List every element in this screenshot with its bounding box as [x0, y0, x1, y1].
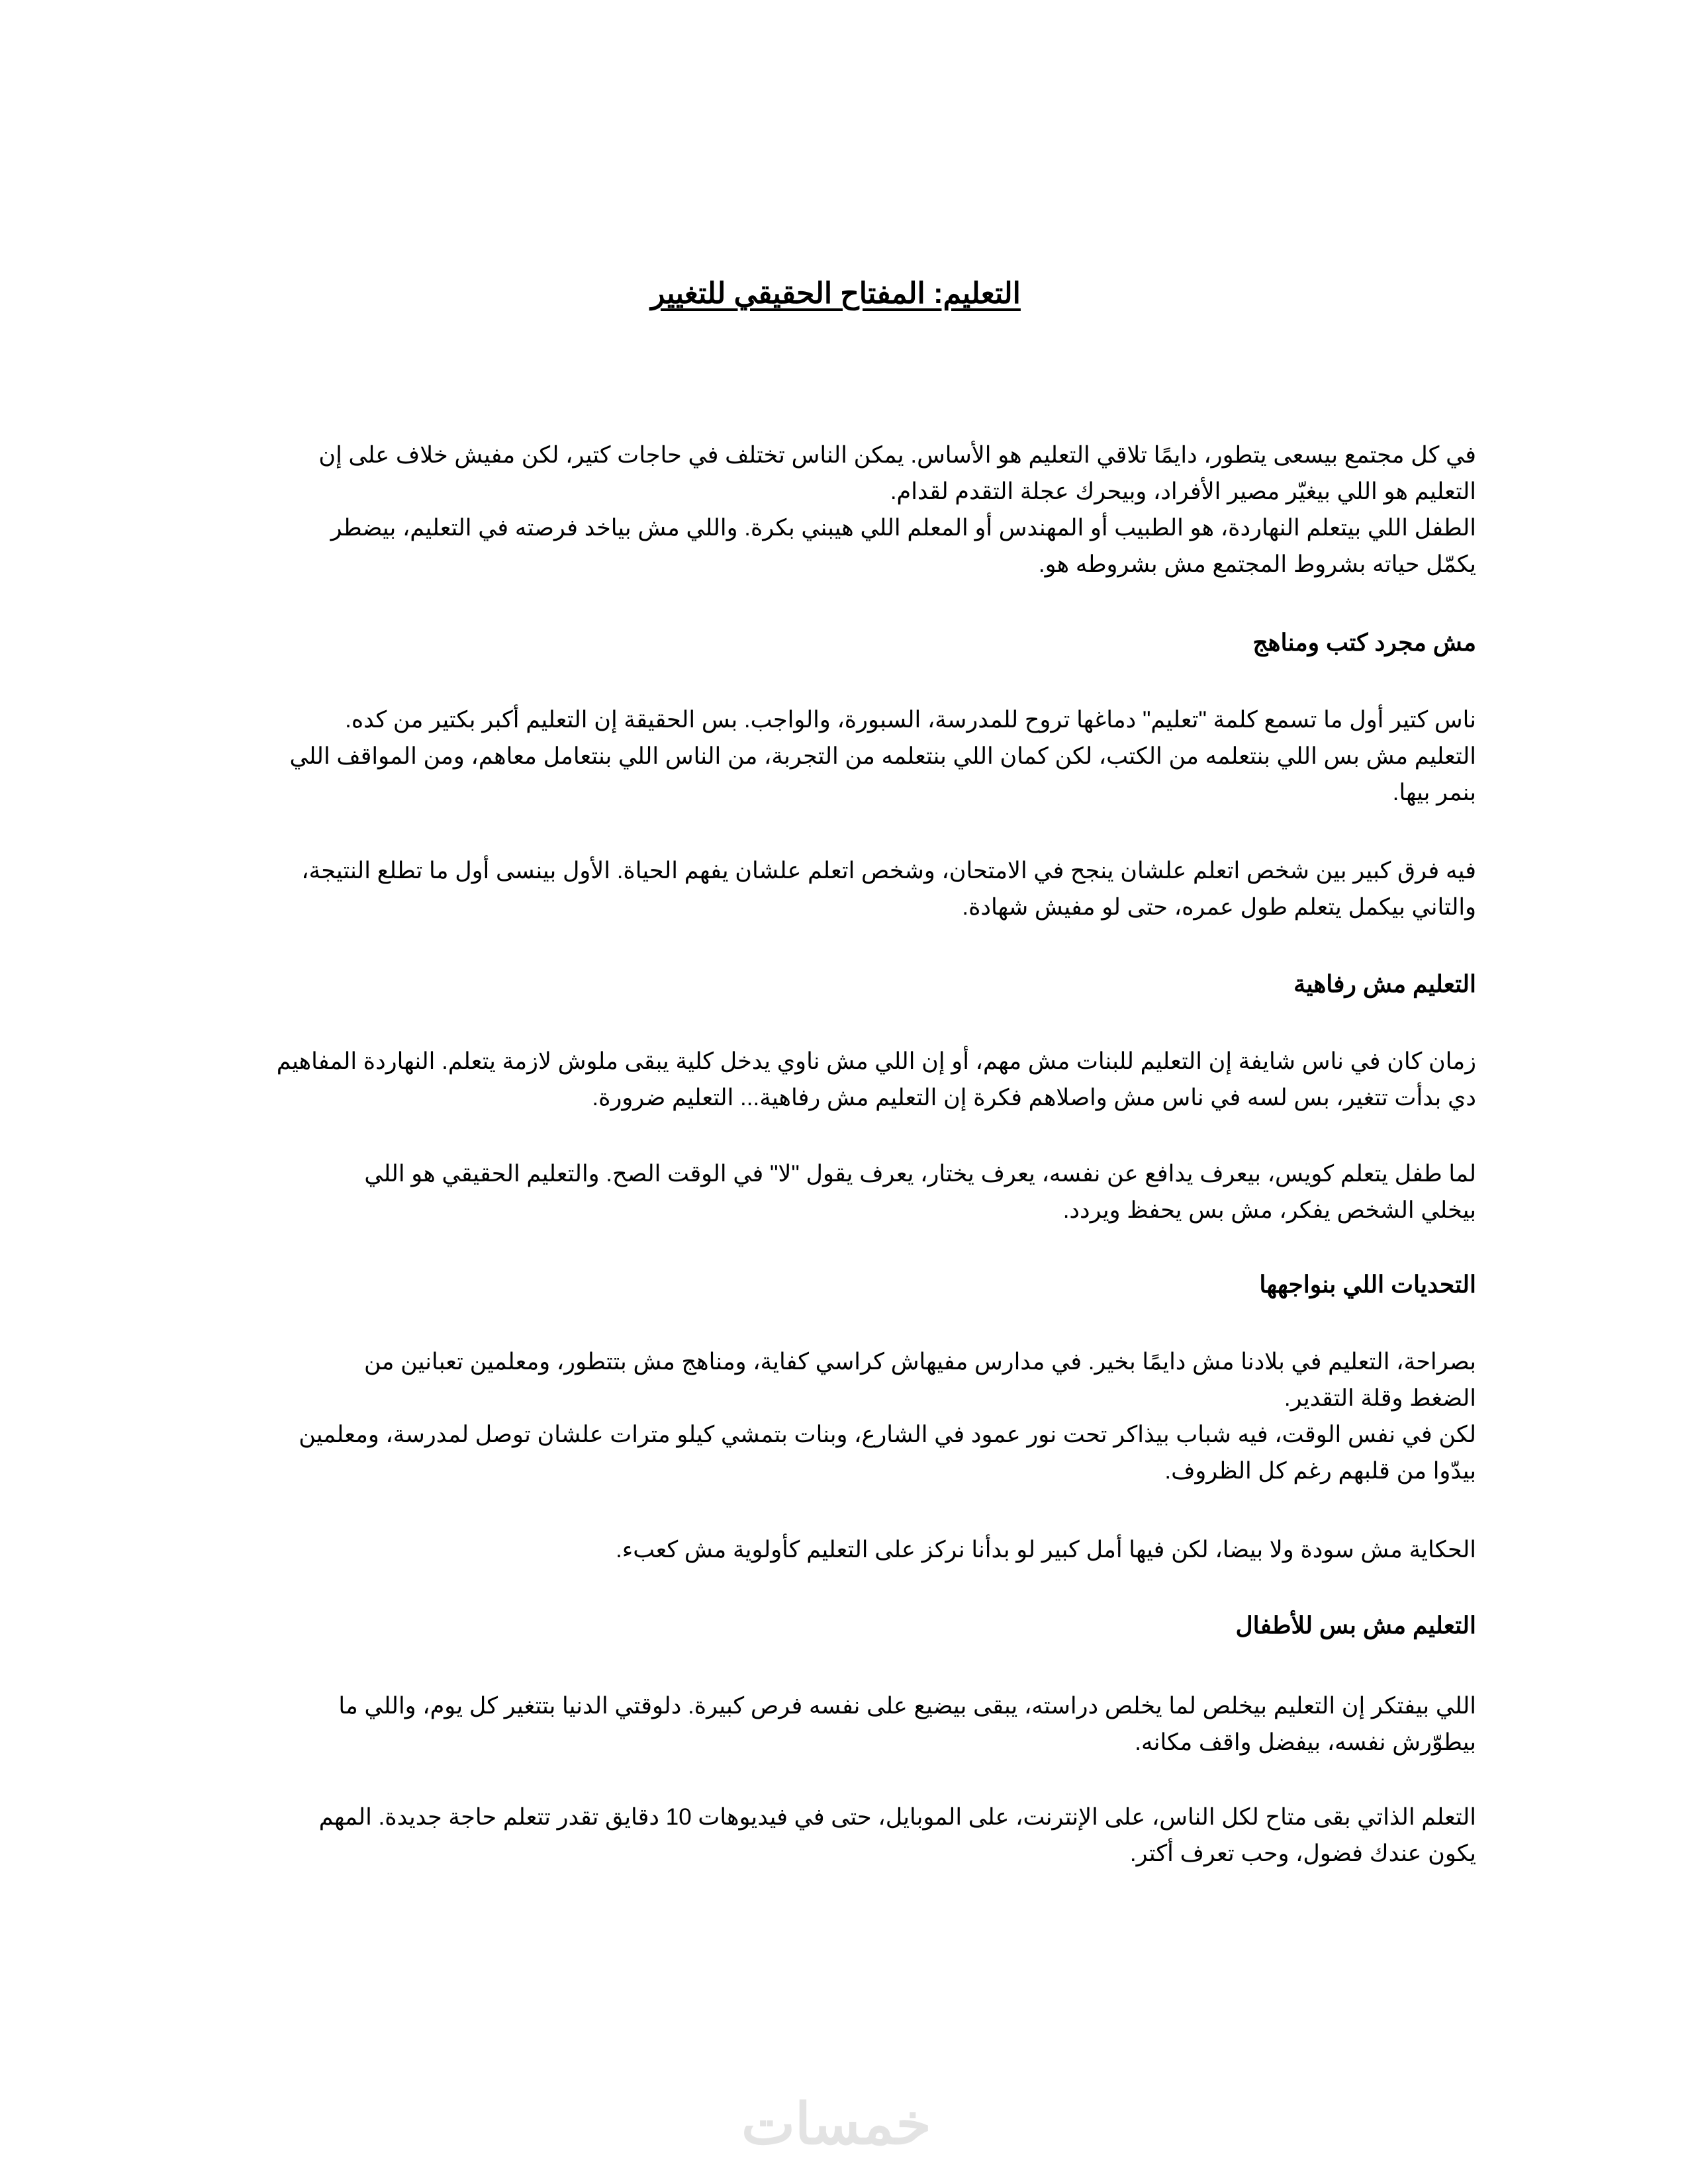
paragraph: [205, 1156, 1476, 1228]
section-heading: التحديات اللي بنواجهها: [1259, 1271, 1476, 1298]
text-line: لما طفل يتعلم كويس، بيعرف يدافع عن نفسه، يعرف يختار، يعرف يقول "لا" في الوقت الصح. والتعليم الحقيقي هو اللي: [364, 1161, 1476, 1187]
text-line: بصراحة، التعليم في بلادنا مش دايمًا بخير. في مدارس مفيهاش كراسي كفاية، ومناهج مش بتتطور، ومعلمين تعبانين من: [363, 1349, 1476, 1375]
paragraph: [205, 852, 1476, 925]
text-line: الطفل اللي بيتعلم النهاردة، هو الطبيب أو المهندس أو المعلم اللي هيبني بكرة. واللي مش بياخد فرصته في التعليم، بيضطر: [330, 515, 1476, 541]
text-line: التعليم هو اللي بيغيّر مصير الأفراد، وبيحرك عجلة التقدم لقدام.: [890, 478, 1476, 504]
intro-paragraph: [205, 437, 1476, 582]
text-line: بيدّوا من قلبهم رغم كل الظروف.: [1164, 1458, 1476, 1484]
text-line: يكمّل حياته بشروط المجتمع مش بشروطه هو.: [1038, 551, 1476, 577]
paragraph: [205, 1799, 1476, 1872]
text-line: بيطوّرش نفسه، بيفضل واقف مكانه.: [1135, 1729, 1476, 1755]
text-line: الضغط وقلة التقدير.: [1284, 1385, 1476, 1411]
watermark-logo: خمسات: [741, 2093, 931, 2156]
text-line: زمان كان في ناس شايفة إن التعليم للبنات مش مهم، أو إن اللي مش ناوي يدخل كلية يبقى ملوش لازمة يتعلم. النهاردة المفاهيم: [276, 1048, 1476, 1074]
paragraph: [205, 1531, 1476, 1568]
text-line: فيه فرق كبير بين شخص اتعلم علشان ينجح في الامتحان، وشخص اتعلم علشان يفهم الحياة. الأول بينسى أول ما تطلع النتيجة،: [301, 858, 1476, 884]
text-line: في كل مجتمع بيسعى يتطور، دايمًا تلاقي التعليم هو الأساس. يمكن الناس تختلف في حاجات كتير، لكن مفيش خلاف على إن: [318, 442, 1476, 468]
paragraph: [205, 1688, 1476, 1760]
text-line: والتاني بيكمل يتعلم طول عمره، حتى لو مفيش شهادة.: [962, 894, 1476, 920]
paragraph: [205, 1043, 1476, 1116]
section-heading: التعليم مش رفاهية: [1293, 970, 1476, 997]
section-heading: مش مجرد كتب ومناهج: [1252, 629, 1476, 656]
section-heading: التعليم مش بس للأطفال: [1235, 1612, 1476, 1639]
text-line: التعليم مش بس اللي بنتعلمه من الكتب، لكن كمان اللي بنتعلمه من التجربة، من الناس اللي بنتعامل معاهم، ومن المواقف اللي: [289, 743, 1476, 769]
text-line: التعلم الذاتي بقى متاح لكل الناس، على الإنترنت، على الموبايل، حتى في فيديوهات 10 دقايق تقدر تتعلم حاجة جديدة. المهم: [318, 1804, 1476, 1830]
text-line: لكن في نفس الوقت، فيه شباب بيذاكر تحت نور عمود في الشارع، وبنات بتمشي كيلو مترات علشان توصل لمدرسة، ومعلمين: [299, 1422, 1476, 1447]
text-line: يكون عندك فضول، وحب تعرف أكتر.: [1129, 1841, 1476, 1866]
text-line: ناس كتير أول ما تسمع كلمة "تعليم" دماغها تروح للمدرسة، السبورة، والواجب. بس الحقيقة إن التعليم أكبر بكتير من كده.: [345, 707, 1476, 733]
paragraph: [205, 1343, 1476, 1489]
text-line: الحكاية مش سودة ولا بيضا، لكن فيها أمل كبير لو بدأنا نركز على التعليم كأولوية مش كعبء.: [616, 1537, 1476, 1563]
text-line: دي بدأت تتغير، بس لسه في ناس مش واصلاهم فكرة إن التعليم مش رفاهية... التعليم ضرورة.: [592, 1085, 1476, 1111]
text-line: بيخلي الشخص يفكر، مش بس يحفظ ويردد.: [1062, 1197, 1476, 1223]
document-title: التعليم: المفتاح الحقيقي للتغيير: [651, 277, 1021, 310]
text-line: اللي بيفتكر إن التعليم بيخلص لما يخلص دراسته، يبقى بيضيع على نفسه فرص كبيرة. دلوقتي الدنيا بتتغير كل يوم، واللي ما: [338, 1693, 1476, 1719]
paragraph: [205, 702, 1476, 811]
text-line: بنمر بيها.: [1392, 780, 1476, 805]
